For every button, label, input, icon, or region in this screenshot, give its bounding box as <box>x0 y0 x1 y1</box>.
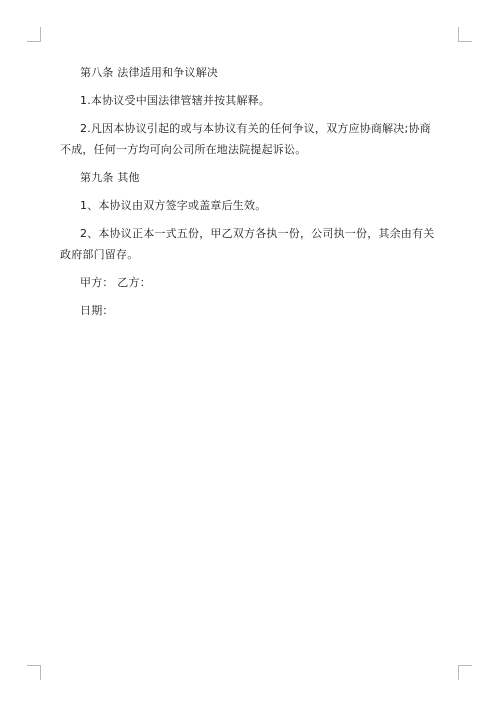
article-9-clause-1: 1、本协议由双方签字或盖章后生效。 <box>80 199 267 212</box>
document-body <box>60 62 440 328</box>
crop-mark-bottom-left <box>27 665 41 680</box>
crop-mark-bottom-right <box>458 665 472 680</box>
signature-parties: 甲方： 乙方： <box>80 276 151 289</box>
signature-date: 日期： <box>80 304 114 317</box>
article-9-clause-2: 2、本协议正本一式五份，甲乙双方各执一份，公司执一份，其余由有关政府部门留存。 <box>60 227 435 261</box>
article-8-heading: 第八条 法律适用和争议解决 <box>80 66 219 79</box>
crop-mark-top-left <box>27 27 41 42</box>
article-9-heading: 第九条 其他 <box>80 171 140 184</box>
article-8-clause-1: 1.本协议受中国法律管辖并按其解释。 <box>80 94 271 107</box>
article-8-clause-2: 2.凡因本协议引起的或与本协议有关的任何争议，双方应协商解决;协商不成，任何一方均可向公司所在地法院提起诉讼。 <box>60 122 431 156</box>
crop-mark-top-right <box>458 27 472 42</box>
